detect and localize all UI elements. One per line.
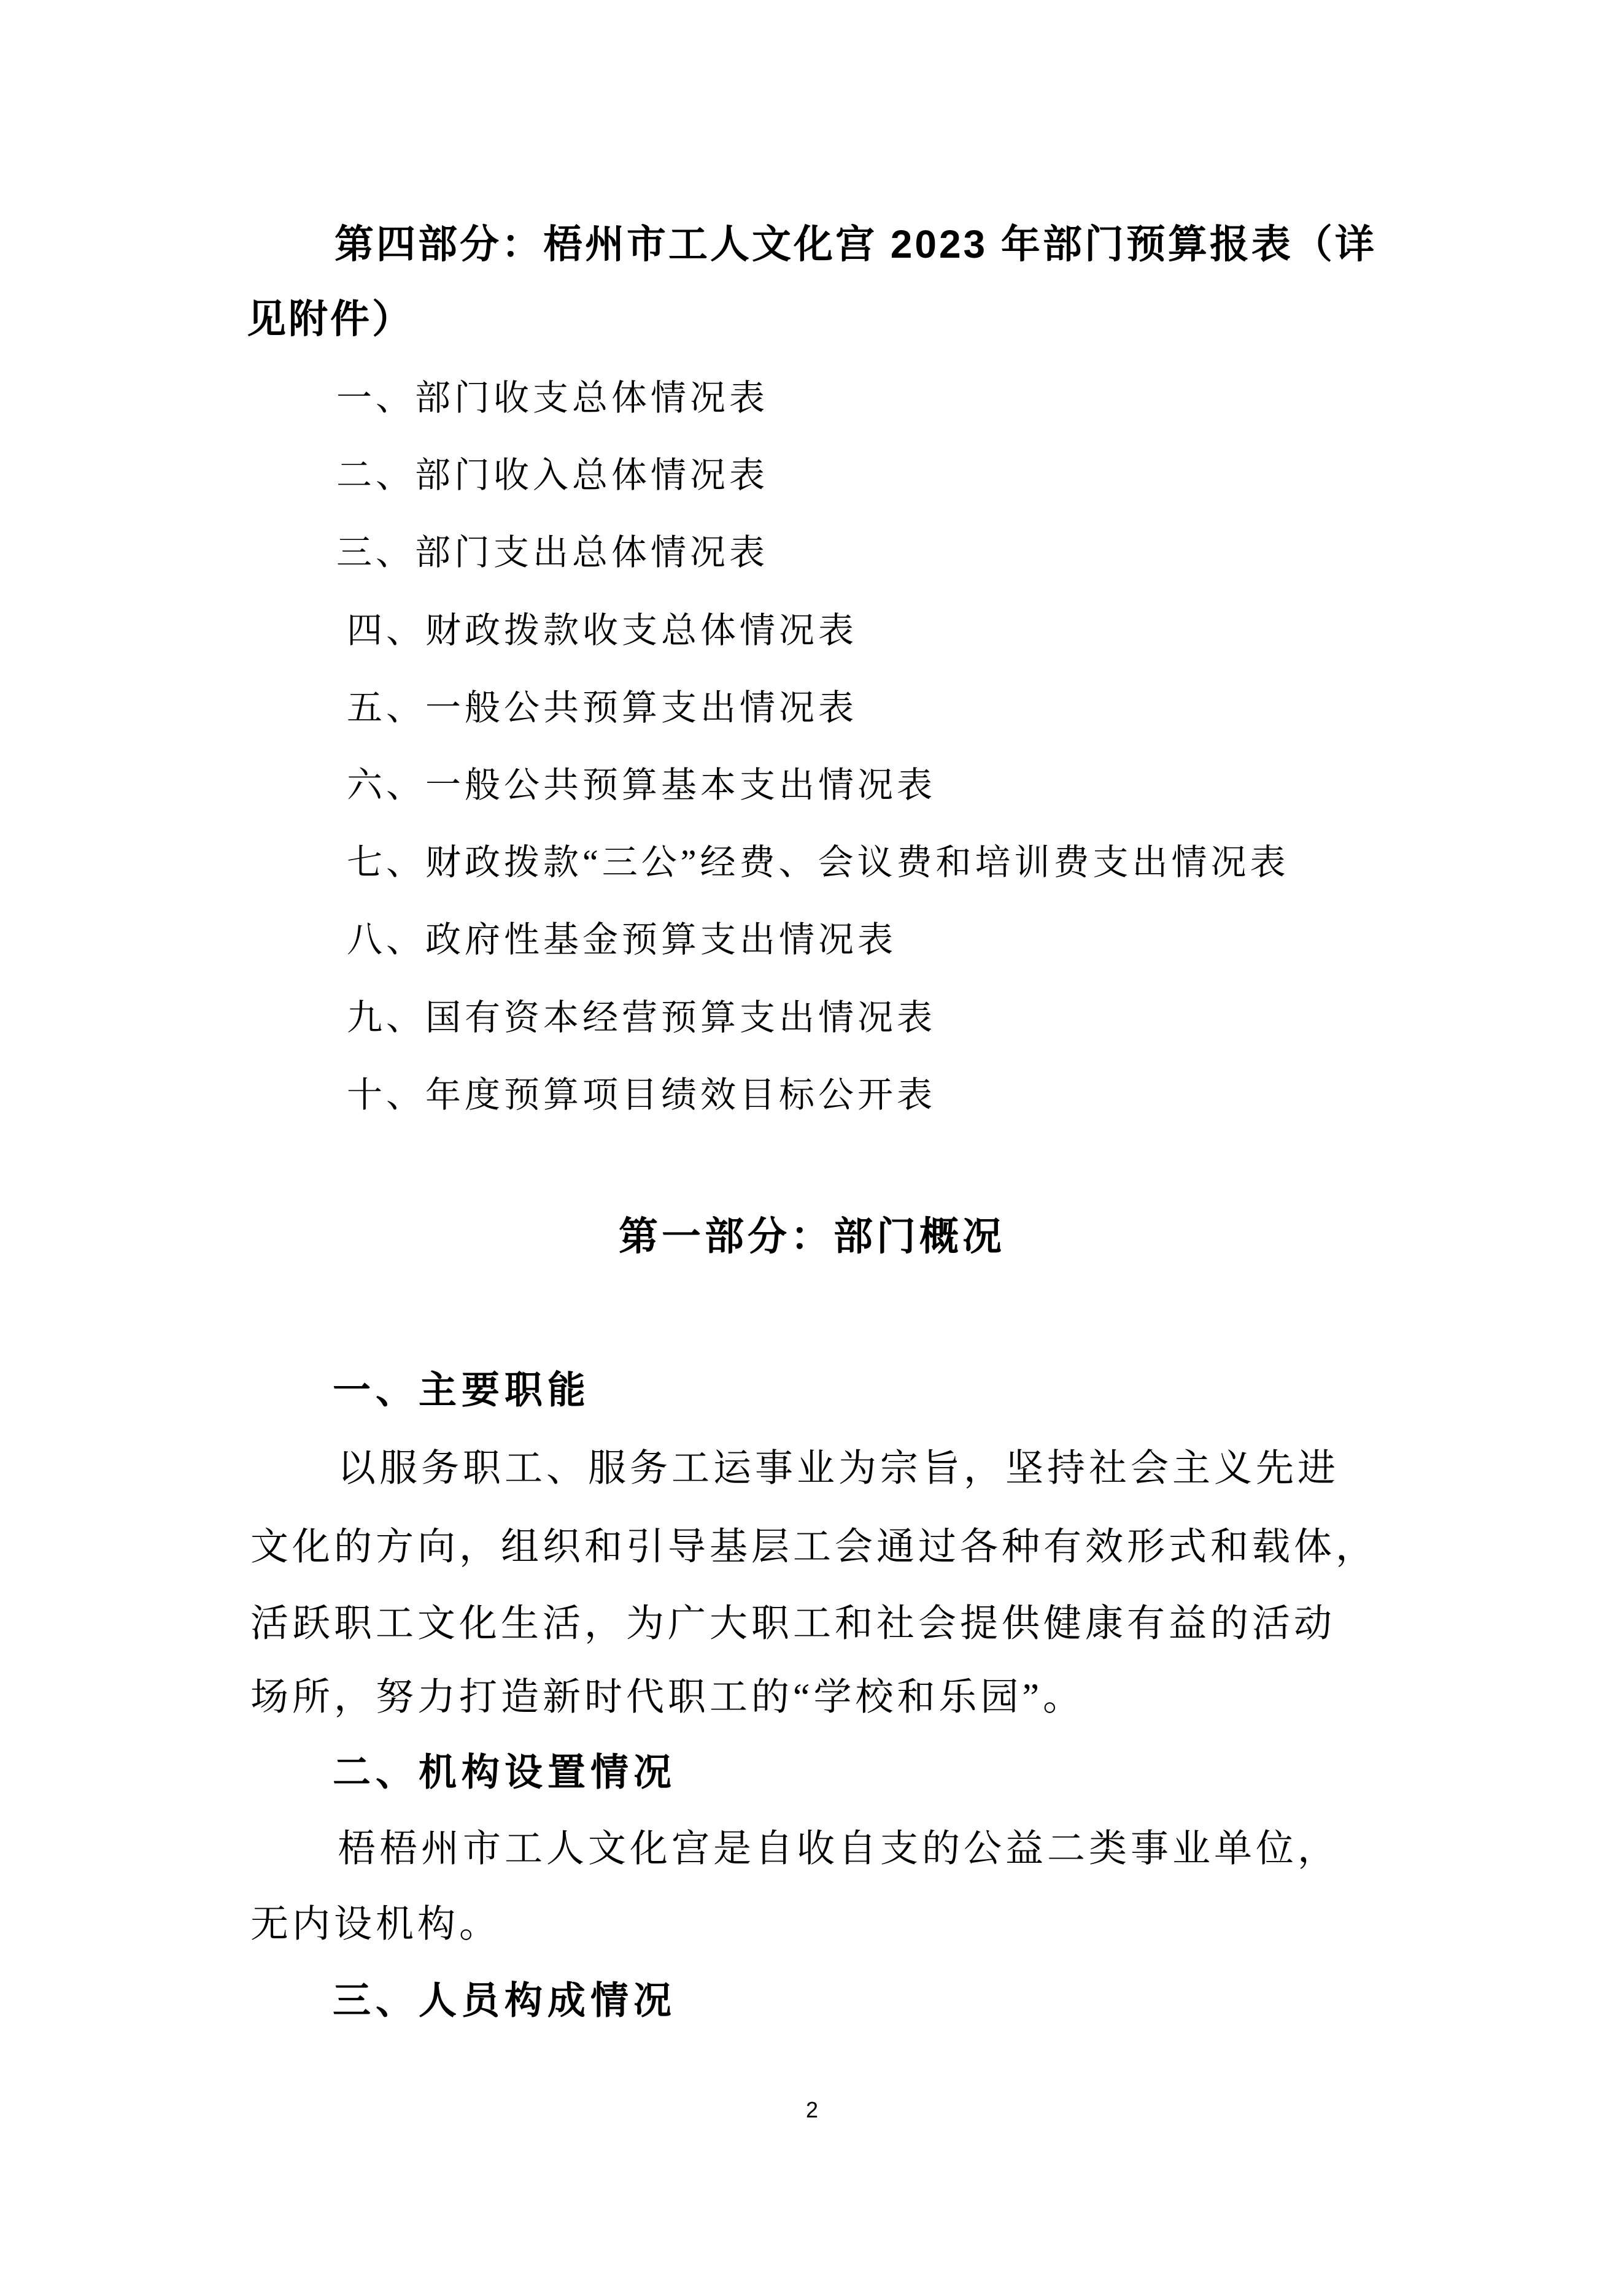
attachment-list-item: 七、财政拨款“三公”经费、会议费和培训费支出情况表 bbox=[347, 842, 1290, 883]
attachment-list-item: 一、部门收支总体情况表 bbox=[336, 378, 769, 418]
attachment-list-item: 二、部门收入总体情况表 bbox=[336, 455, 769, 496]
attachment-list-item: 八、政府性基金预算支出情况表 bbox=[347, 920, 897, 960]
part1-heading: 第一部分：部门概况 bbox=[619, 1214, 1005, 1258]
section2-paragraph-line: 无内设机构。 bbox=[250, 1903, 501, 1946]
attachment-list-item: 五、一般公共预算支出情况表 bbox=[347, 687, 858, 728]
section1-paragraph-line: 以服务职工、服务工运事业为宗旨，坚持社会主义先进 bbox=[338, 1447, 1340, 1490]
page-number: 2 bbox=[805, 2097, 819, 2122]
section3-heading: 三、人员构成情况 bbox=[333, 1979, 677, 2022]
section2-paragraph-line: 梧梧州市工人文化宫是自收自支的公益二类事业单位， bbox=[338, 1828, 1340, 1870]
attachment-list-item: 九、国有资本经营预算支出情况表 bbox=[347, 997, 937, 1038]
section1-heading: 一、主要职能 bbox=[333, 1369, 591, 1412]
attachment-list-item: 三、部门支出总体情况表 bbox=[336, 533, 769, 573]
attachment-list-item: 六、一般公共预算基本支出情况表 bbox=[347, 765, 937, 805]
part4-title-line-2: 见附件） bbox=[247, 297, 414, 341]
section1-paragraph-line: 文化的方向，组织和引导基层工会通过各种有效形式和载体， bbox=[250, 1526, 1378, 1568]
attachment-list-item: 四、财政拨款收支总体情况表 bbox=[347, 610, 858, 650]
attachment-list-item: 十、年度预算项目绩效目标公开表 bbox=[347, 1074, 937, 1115]
part4-title-line-1: 第四部分：梧州市工人文化宫 2023 年部门预算报表（详 bbox=[334, 222, 1377, 266]
section1-paragraph-line: 场所，努力打造新时代职工的“学校和乐园”。 bbox=[250, 1676, 1085, 1719]
section1-paragraph-line: 活跃职工文化生活，为广大职工和社会提供健康有益的活动 bbox=[250, 1603, 1336, 1645]
section2-heading: 二、机构设置情况 bbox=[333, 1751, 677, 1794]
